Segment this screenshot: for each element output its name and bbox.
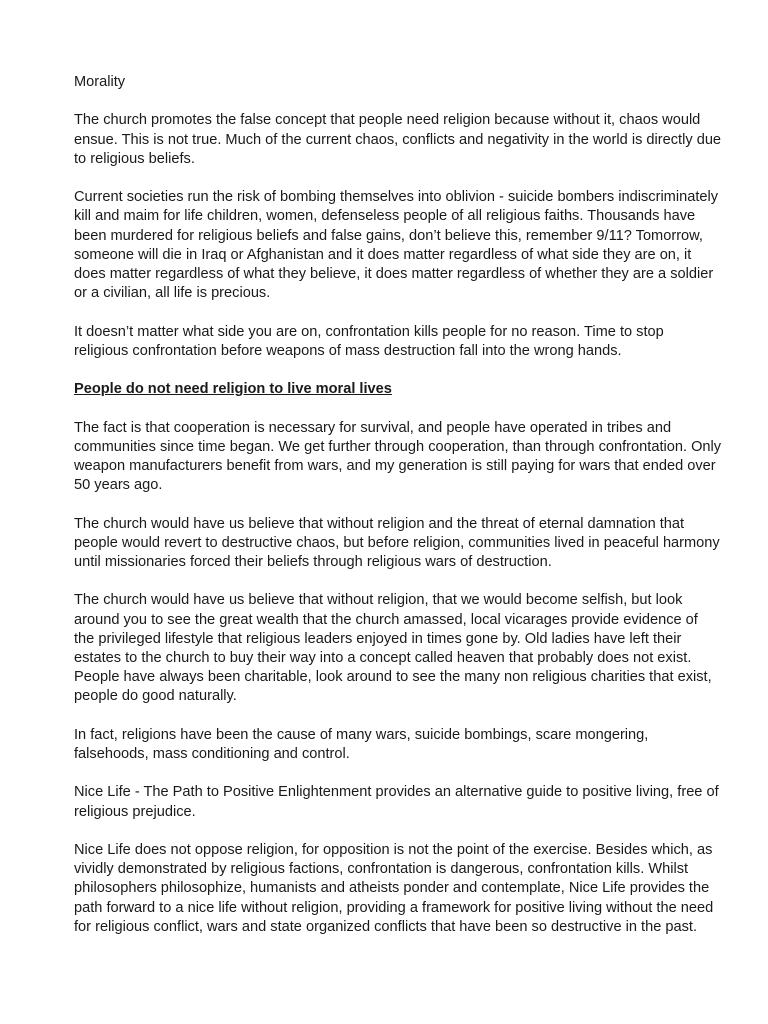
paragraph-eternal-damnation: The church would have us believe that without religion and the threat of eternal damnation that people would revert to destructive chaos, but before religion, communities lived in peaceful harmony until missionaries forced their beliefs through religious wars of destruction. [74,515,720,570]
paragraph-chaos: The church promotes the false concept that people need religion because without it, chaos would ensue. This is not true. Much of the current chaos, conflicts and negativity in the world is directly due to religious beliefs. [74,112,722,167]
paragraph-suicide-bombers: Current societies run the risk of bombing themselves into oblivion - suicide bombers indiscriminately kill and maim for life children, women, defenseless people of all religious faiths. Thousands have been murdered for religious beliefs and false gains, don’t believe this, remember 9/11? Tomorrow, someone will die in Iraq or Afghanistan and it does matter regardless of what side they are on, it does matter regardless of what they believe, it does matter regardless of whether they are a soldier or a civilian, all life is precious. [74,189,719,302]
paragraph-cooperation: The fact is that cooperation is necessary for survival, and people have operated in tribes and communities since time began. We get further through cooperation, than through confrontation. Only weapon manufacturers benefit from wars, and my generation is still paying for wars that ended over 50 years ago. [74,419,722,494]
paragraph-nice-life-guide: Nice Life - The Path to Positive Enlightenment provides an alternative guide to positive living, free of religious prejudice. [74,784,719,820]
document-page [74,73,722,956]
paragraph-nice-life-framework: Nice Life does not oppose religion, for opposition is not the point of the exercise. Besides which, as vividly demonstrated by religious factions, confrontation is dangerous, confrontation kills. Whilst philosophers philosophize, humanists and atheists ponder and contemplate, Nice Life provides the path forward to a nice life without religion, providing a framework for positive living without the need for religious conflict, wars and state organized conflicts that have been so destructive in the past. [74,841,714,935]
document-title: Morality [74,74,126,90]
section-heading: People do not need religion to live moral lives [74,381,392,398]
paragraph-confrontation: It doesn’t matter what side you are on, confrontation kills people for no reason. Time to stop religious confrontation before weapons of mass destruction fall into the wrong hands. [74,323,664,359]
paragraph-church-wealth: The church would have us believe that without religion, that we would become selfish, but look around you to see the great wealth that the church amassed, local vicarages provide evidence of the privileged lifestyle that religious leaders enjoyed in times gone by. Old ladies have left their estates to the church to buy their way into a concept called heaven that probably does not exist. People have always been charitable, look around to see the many non religious charities that exist, people do good naturally. [74,592,712,705]
paragraph-causes-of-wars: In fact, religions have been the cause of many wars, suicide bombings, scare mongering, falsehoods, mass conditioning and control. [74,726,649,762]
